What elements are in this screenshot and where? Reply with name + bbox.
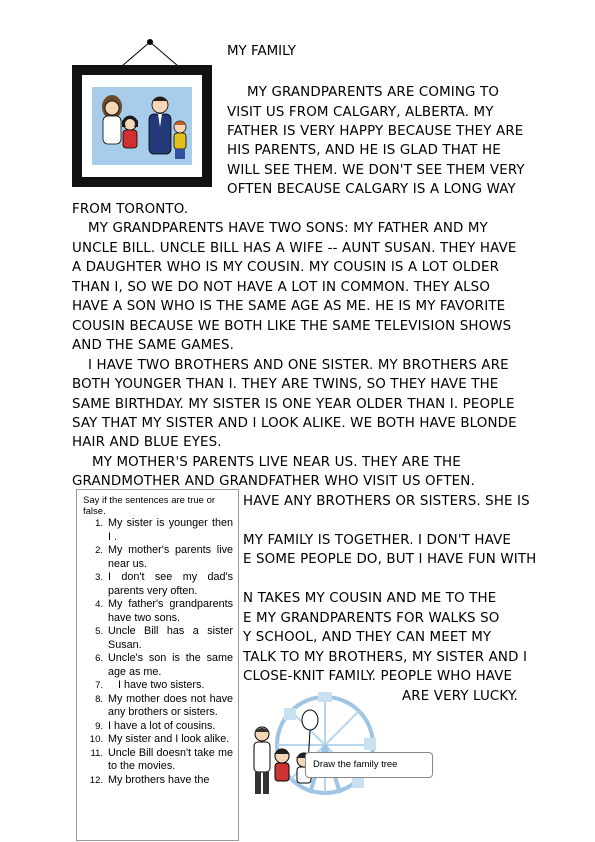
story-line: MY GRANDPARENTS HAVE TWO SONS: MY FATHER AND MY <box>88 221 488 236</box>
exercise-item: 6. Uncle's son is the same age as me. <box>95 652 233 678</box>
story-line: FATHER IS VERY HAPPY BECAUSE THEY ARE <box>227 124 524 139</box>
story-line: OFTEN BECAUSE CALGARY IS A LONG WAY <box>227 182 516 197</box>
story-line: HAVE A SON WHO IS THE SAME AGE AS ME. HE IS MY FAVORITE <box>72 299 506 314</box>
story-line: CLOSE-KNIT FAMILY. PEOPLE WHO HAVE <box>243 669 513 684</box>
story-line: HAIR AND BLUE EYES. <box>72 435 222 450</box>
story-line: THAN I, SO WE DO NOT HAVE A LOT IN COMMON. THEY ALSO <box>72 280 491 295</box>
story-line: N TAKES MY COUSIN AND ME TO THE <box>243 591 497 606</box>
story-line: FROM TORONTO. <box>72 202 189 217</box>
exercise-item: 3. I don't see my dad's parents very often. <box>95 571 233 597</box>
exercise-item: 7. I have two sisters. <box>95 679 205 691</box>
story-line: BOTH YOUNGER THAN I. THEY ARE TWINS, SO THEY HAVE THE <box>72 377 499 392</box>
exercise-item: 12. My brothers have the <box>89 773 210 786</box>
page-title: MY FAMILY <box>227 44 296 59</box>
story-line: TALK TO MY BROTHERS, MY SISTER AND I <box>243 650 528 665</box>
story-line: COUSIN BECAUSE WE BOTH LIKE THE SAME TELEVISION SHOWS <box>72 319 512 334</box>
story-line: MY GRANDPARENTS ARE COMING TO <box>247 85 500 100</box>
story-line: UNCLE BILL. UNCLE BILL HAS A WIFE -- AUNT SUSAN. THEY HAVE <box>72 241 517 256</box>
story-line: E MY GRANDPARENTS FOR WALKS SO <box>243 611 500 626</box>
story-line: GRANDMOTHER AND GRANDFATHER WHO VISIT US OFTEN. <box>72 474 475 489</box>
exercise-item: 11. Uncle Bill doesn't take me to the movies. <box>90 746 233 772</box>
story-line: SAME BIRTHDAY. MY SISTER IS ONE YEAR OLDER THAN I. PEOPLE <box>72 397 515 412</box>
exercise-item: 2. My mother's parents live near us. <box>95 544 233 570</box>
story-line: HAVE ANY BROTHERS OR SISTERS. SHE IS <box>243 494 530 509</box>
exercise-list <box>77 517 238 787</box>
story-line: MY FAMILY IS TOGETHER. I DON'T HAVE <box>243 533 511 548</box>
exercise-item: 1. My sister is younger then I . <box>95 517 233 543</box>
story-line: Y SCHOOL, AND THEY CAN MEET MY <box>243 630 492 645</box>
story-line: AND THE SAME GAMES. <box>72 338 235 353</box>
exercise-instruction: Say if the sentences are true or false. <box>83 495 216 517</box>
exercise-item: 9. I have a lot of cousins. <box>95 719 216 732</box>
story-line: SAY THAT MY SISTER AND I LOOK ALIKE. WE BOTH HAVE BLONDE <box>72 416 517 431</box>
story-line: ARE VERY LUCKY. <box>402 689 518 704</box>
family-tree-callout: Draw the family tree <box>305 752 433 778</box>
framed-family-photo <box>72 65 212 187</box>
story-line: A DAUGHTER WHO IS MY COUSIN. MY COUSIN IS A LOT OLDER <box>72 260 500 275</box>
exercise-item: 10. My sister and I look alike. <box>89 733 230 745</box>
exercise-item: 5. Uncle Bill has a sister Susan. <box>95 625 233 651</box>
family-portrait-icon <box>92 87 192 165</box>
story-line: HIS PARENTS, AND HE IS GLAD THAT HE <box>227 143 501 158</box>
exercise-item: 8. My mother does not have any brothers or sisters. <box>95 692 233 718</box>
story-line: I HAVE TWO BROTHERS AND ONE SISTER. MY BROTHERS ARE <box>88 358 509 373</box>
story-line: VISIT US FROM CALGARY, ALBERTA. MY <box>227 105 494 120</box>
story-line: E SOME PEOPLE DO, BUT I HAVE FUN WITH <box>243 552 537 567</box>
story-line: WILL SEE THEM. WE DON'T SEE THEM VERY <box>227 163 525 178</box>
story-line: MY MOTHER'S PARENTS LIVE NEAR US. THEY ARE THE <box>92 455 461 470</box>
exercise-item: 4. My father's grandparents have two sons. <box>95 598 233 624</box>
true-false-exercise <box>76 489 239 841</box>
